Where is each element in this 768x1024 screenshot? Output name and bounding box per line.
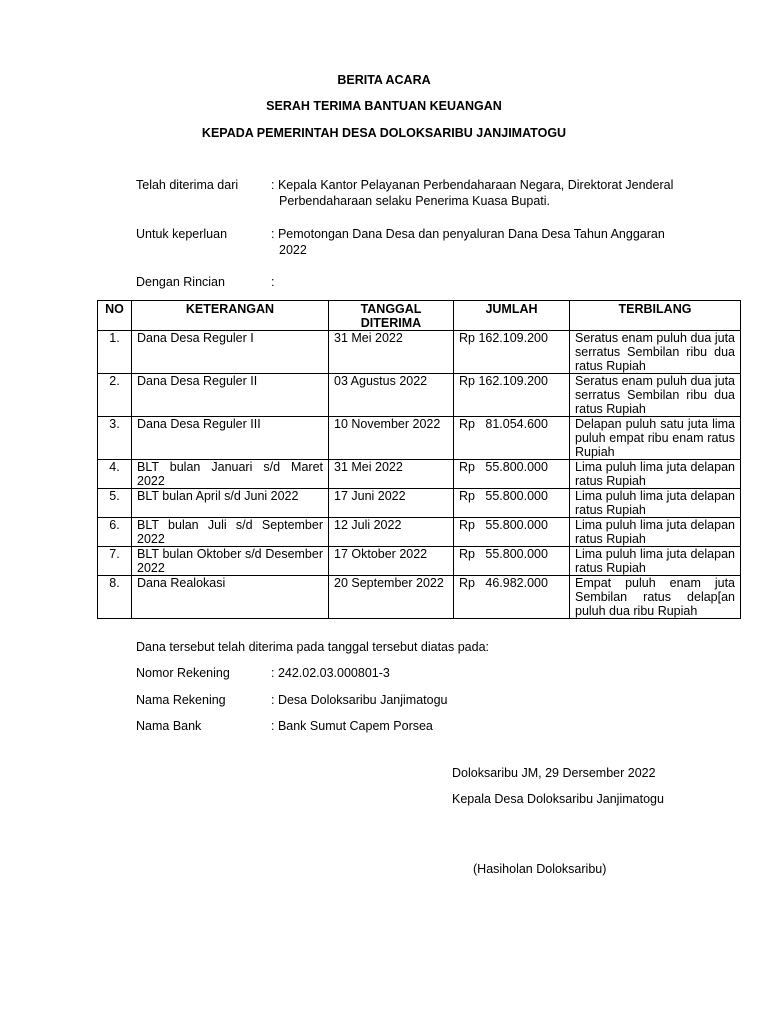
- purpose-label: Untuk keperluan: [136, 227, 228, 241]
- table-row: [98, 576, 741, 619]
- table-row: [98, 518, 741, 547]
- table-row: [98, 331, 741, 374]
- col-header-jumlah: JUMLAH: [454, 301, 570, 331]
- cell-no: 7.: [98, 547, 132, 576]
- cell-terbilang: Seratus enam puluh dua juta serratus Sembilan ribu dua ratus Rupiah: [570, 374, 741, 417]
- detail-label: Dengan Rincian: [136, 275, 225, 289]
- account-number-value: : 242.02.03.000801-3: [271, 666, 390, 680]
- cell-no: 6.: [98, 518, 132, 547]
- cell-keterangan: BLT bulan Oktober s/d Desember 2022: [132, 547, 329, 576]
- cell-keterangan: Dana Desa Reguler I: [132, 331, 329, 374]
- doc-subtitle: SERAH TERIMA BANTUAN KEUANGAN: [266, 99, 502, 113]
- cell-jumlah: Rp 162.109.200: [454, 331, 570, 374]
- cell-no: 4.: [98, 460, 132, 489]
- signature-place-date: Doloksaribu JM, 29 Dersember 2022: [452, 766, 656, 780]
- cell-tanggal: 17 Oktober 2022: [329, 547, 454, 576]
- account-name-value: : Desa Doloksaribu Janjimatogu: [271, 693, 448, 707]
- cell-keterangan: Dana Desa Reguler II: [132, 374, 329, 417]
- cell-no: 2.: [98, 374, 132, 417]
- cell-no: 1.: [98, 331, 132, 374]
- cell-keterangan: BLT bulan Juli s/d September 2022: [132, 518, 329, 547]
- cell-keterangan: Dana Realokasi: [132, 576, 329, 619]
- cell-keterangan: BLT bulan Januari s/d Maret 2022: [132, 460, 329, 489]
- cell-jumlah: Rp 81.054.600: [454, 417, 570, 460]
- cell-tanggal: 17 Juni 2022: [329, 489, 454, 518]
- col-header-keterangan: KETERANGAN: [132, 301, 329, 331]
- doc-title: BERITA ACARA: [337, 73, 431, 87]
- cell-jumlah: Rp 55.800.000: [454, 547, 570, 576]
- cell-jumlah: Rp 55.800.000: [454, 489, 570, 518]
- table-row: [98, 417, 741, 460]
- purpose-value-line2: 2022: [279, 243, 307, 257]
- detail-table: [97, 300, 741, 619]
- signature-name: (Hasiholan Doloksaribu): [473, 862, 607, 876]
- cell-tanggal: 31 Mei 2022: [329, 331, 454, 374]
- cell-terbilang: Empat puluh enam juta Sembilan ratus delap[an puluh dua ribu Rupiah: [570, 576, 741, 619]
- table-row: [98, 547, 741, 576]
- from-value-line1: : Kepala Kantor Pelayanan Perbendaharaan Negara, Direktorat Jenderal: [271, 178, 674, 192]
- table-row: [98, 460, 741, 489]
- cell-jumlah: Rp 162.109.200: [454, 374, 570, 417]
- cell-tanggal: 03 Agustus 2022: [329, 374, 454, 417]
- cell-tanggal: 20 September 2022: [329, 576, 454, 619]
- col-header-no: NO: [98, 301, 132, 331]
- cell-jumlah: Rp 46.982.000: [454, 576, 570, 619]
- cell-terbilang: Lima puluh lima juta delapan ratus Rupiah: [570, 489, 741, 518]
- cell-no: 8.: [98, 576, 132, 619]
- from-value-line2: Perbendaharaan selaku Penerima Kuasa Bupati.: [279, 194, 551, 208]
- detail-colon: :: [271, 275, 275, 289]
- bank-value: : Bank Sumut Capem Porsea: [271, 719, 433, 733]
- doc-recipient-heading: KEPADA PEMERINTAH DESA DOLOKSARIBU JANJIMATOGU: [201, 126, 567, 140]
- col-header-terbilang: TERBILANG: [570, 301, 741, 331]
- cell-no: 3.: [98, 417, 132, 460]
- signature-position: Kepala Desa Doloksaribu Janjimatogu: [452, 792, 664, 806]
- table-row: [98, 374, 741, 417]
- cell-tanggal: 12 Juli 2022: [329, 518, 454, 547]
- from-label: Telah diterima dari: [136, 178, 239, 192]
- col-header-tanggal: TANGGAL DITERIMA: [329, 301, 454, 331]
- bank-label: Nama Bank: [136, 719, 202, 733]
- cell-terbilang: Lima puluh lima juta delapan ratus Rupiah: [570, 460, 741, 489]
- cell-no: 5.: [98, 489, 132, 518]
- cell-terbilang: Lima puluh lima juta delapan ratus Rupiah: [570, 518, 741, 547]
- cell-terbilang: Seratus enam puluh dua juta serratus Sembilan ribu dua ratus Rupiah: [570, 331, 741, 374]
- cell-keterangan: BLT bulan April s/d Juni 2022: [132, 489, 329, 518]
- cell-tanggal: 31 Mei 2022: [329, 460, 454, 489]
- cell-jumlah: Rp 55.800.000: [454, 518, 570, 547]
- purpose-value-line1: : Pemotongan Dana Desa dan penyaluran Dana Desa Tahun Anggaran: [271, 227, 665, 241]
- cell-terbilang: Delapan puluh satu juta lima puluh empat ribu enam ratus Rupiah: [570, 417, 741, 460]
- receipt-statement: Dana tersebut telah diterima pada tanggal tersebut diatas pada:: [136, 640, 490, 654]
- cell-terbilang: Lima puluh lima juta delapan ratus Rupiah: [570, 547, 741, 576]
- account-number-label: Nomor Rekening: [136, 666, 230, 680]
- cell-keterangan: Dana Desa Reguler III: [132, 417, 329, 460]
- cell-tanggal: 10 November 2022: [329, 417, 454, 460]
- cell-jumlah: Rp 55.800.000: [454, 460, 570, 489]
- account-name-label: Nama Rekening: [136, 693, 226, 707]
- table-header-row: [98, 301, 741, 331]
- table-row: [98, 489, 741, 518]
